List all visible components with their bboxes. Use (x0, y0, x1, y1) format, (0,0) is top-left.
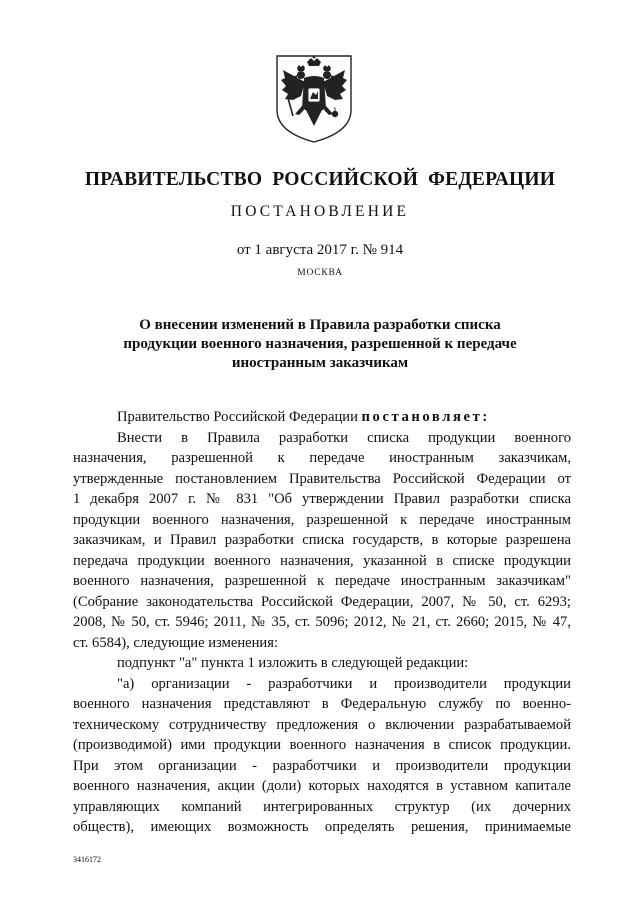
body-line: 1 декабря 2007 г. № 831 "Об утверждении Правил разработки списка (73, 491, 571, 507)
decree-intro: Правительство Российской Федерации (117, 409, 362, 425)
body-line: (Собрание законодательства Российской Федерации, 2007, № 50, ст. 6293; (73, 593, 571, 610)
body-line: При этом организации - разработчики и производители продукции (73, 757, 571, 774)
state-emblem-icon (271, 52, 357, 144)
document-date-number: от 1 августа 2017 г. № 914 (236, 242, 404, 258)
body-line: утвержденные постановлением Правительства Российской Федерации от (73, 470, 571, 487)
body-line: управляющих компаний интегрированных структур (их дочерних (73, 798, 571, 815)
body-line: подпункт "а" пункта 1 изложить в следующей редакции: (117, 655, 469, 671)
body-line: Внести в Правила разработки списка продукции военного (117, 429, 571, 446)
document-type: ПОСТАНОВЛЕНИЕ (230, 203, 410, 220)
decree-line (73, 407, 571, 428)
body-line: военного назначения, разрешенной к передаче иностранным заказчикам" (73, 573, 571, 589)
document-city: МОСКВА (297, 268, 343, 278)
body-line: передача продукции военного назначения, указанной в списке продукции (73, 552, 571, 569)
body-line: ст. 6584), следующие изменения: (73, 634, 278, 651)
decree-verb: постановляет: (361, 409, 490, 425)
body-line: военного назначения, акции (доли) которых находятся в уставном капитале (73, 778, 571, 794)
document-body (73, 407, 571, 838)
heading-line: продукции военного назначения, разрешенной к передаче (123, 336, 517, 352)
body-line: продукции военного назначения, разрешенной к передаче иностранным (73, 511, 571, 528)
body-line: заказчикам, и Правил разработки списка государств, в которые разрешена (73, 532, 571, 548)
government-title: ПРАВИТЕЛЬСТВО РОССИЙСКОЙ ФЕДЕРАЦИИ (84, 169, 556, 190)
document-code: 3416172 (73, 855, 101, 864)
body-line: 2008, № 50, ст. 5946; 2011, № 35, ст. 5096; 2012, № 21, ст. 2660; 2015, № 47, (73, 614, 571, 630)
body-line: обществ), имеющих возможность определять решения, принимаемые (73, 819, 571, 835)
body-line: "а) организации - разработчики и производители продукции (117, 675, 571, 692)
heading-line: О внесении изменений в Правила разработки списка (139, 317, 501, 333)
body-line: техническому сотрудничеству предложения о включении разрабатываемой (73, 716, 571, 733)
heading-line: иностранным заказчикам (231, 355, 409, 371)
body-line: (производимой) ими продукции военного назначения в список продукции. (73, 737, 571, 753)
body-line: военного назначения представляют в Федеральную службу по военно- (73, 696, 571, 712)
document-heading (96, 316, 544, 373)
body-line: назначения, разрешенной к передаче иностранным заказчикам, (73, 450, 571, 466)
